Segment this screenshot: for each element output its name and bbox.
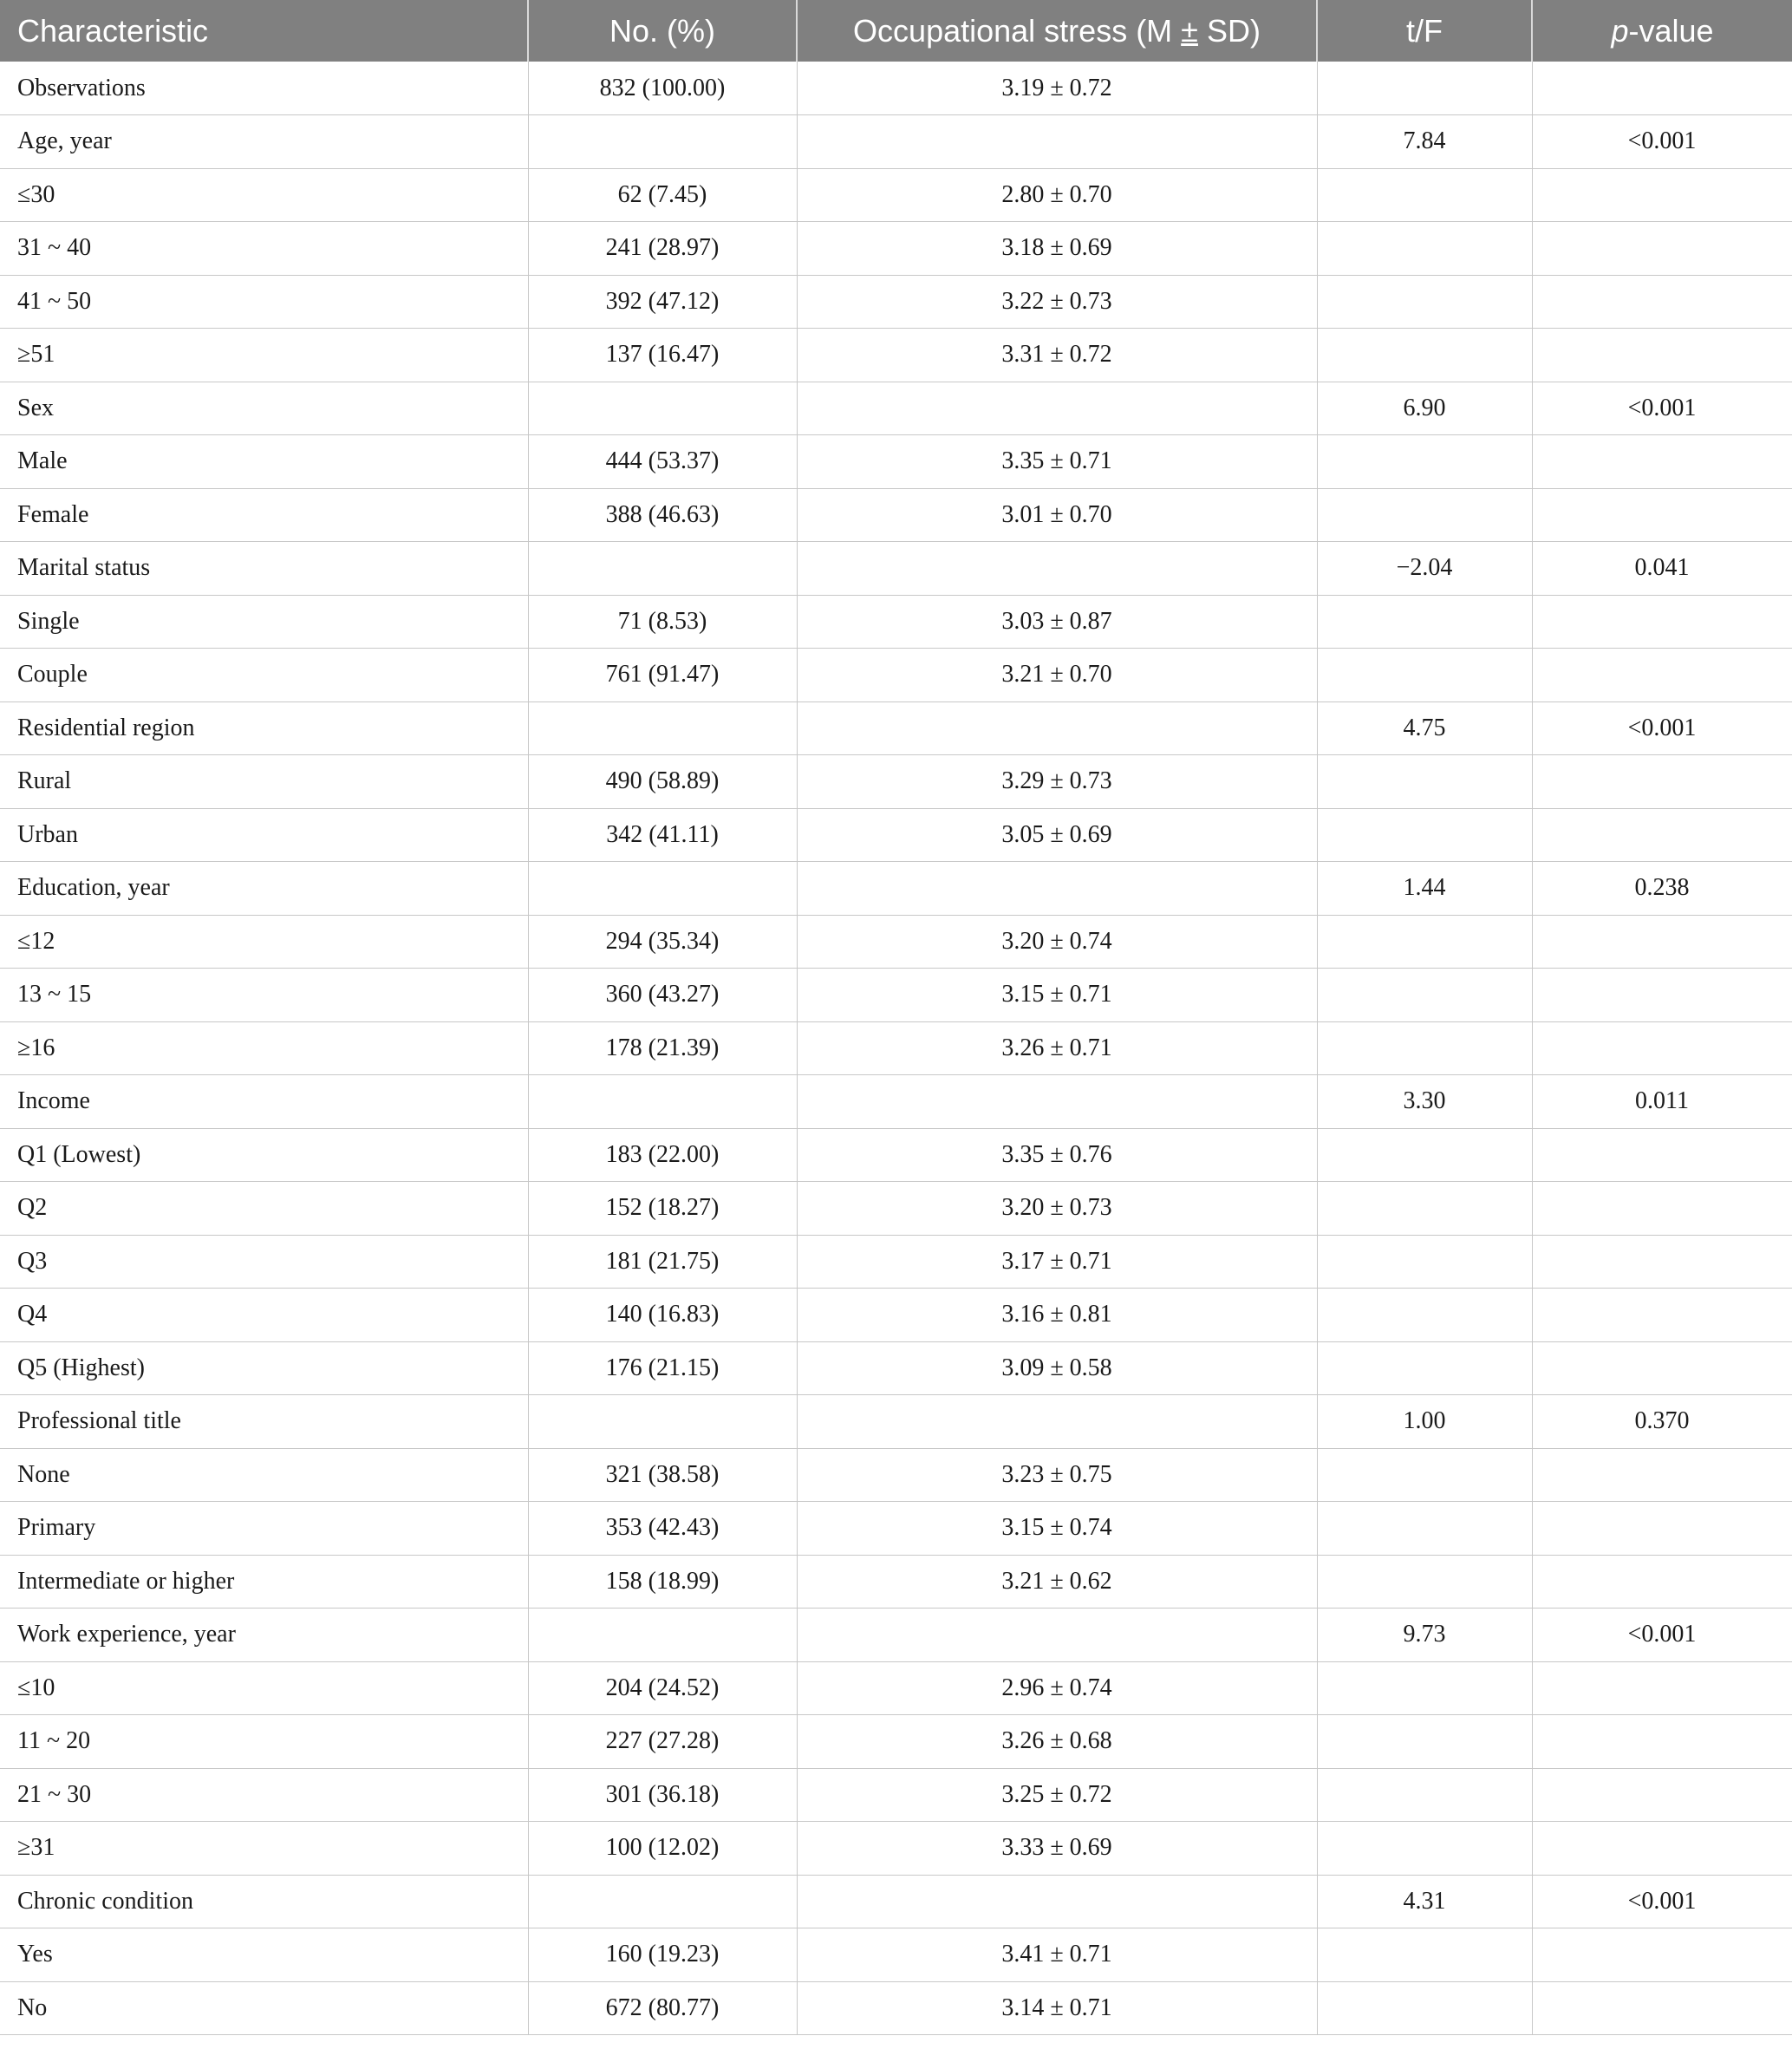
cell-no-pct: 181 (21.75) (528, 1235, 797, 1289)
cell-no-pct: 388 (46.63) (528, 488, 797, 542)
header-row (0, 0, 1792, 62)
cell-tf: −2.04 (1317, 542, 1532, 596)
cell-p-value: <0.001 (1532, 701, 1792, 755)
cell-p-value (1532, 1928, 1792, 1982)
cell-p-value: 0.370 (1532, 1395, 1792, 1449)
table-row (0, 1021, 1792, 1075)
cell-p-value (1532, 1021, 1792, 1075)
cell-characteristic: Q5 (Highest) (0, 1341, 528, 1395)
cell-characteristic: ≤30 (0, 168, 528, 222)
table-row (0, 595, 1792, 649)
cell-characteristic: Urban (0, 808, 528, 862)
cell-tf (1317, 1182, 1532, 1236)
cell-tf (1317, 1021, 1532, 1075)
cell-p-value (1532, 808, 1792, 862)
cell-tf (1317, 62, 1532, 115)
header-p-value (1532, 0, 1792, 62)
cell-tf (1317, 1661, 1532, 1715)
cell-p-value (1532, 1128, 1792, 1182)
header-occupational-stress (797, 0, 1317, 62)
cell-stress (797, 1075, 1317, 1129)
cell-tf (1317, 915, 1532, 969)
cell-tf (1317, 1768, 1532, 1822)
cell-stress: 3.41 ± 0.71 (797, 1928, 1317, 1982)
table-row (0, 542, 1792, 596)
cell-tf: 1.44 (1317, 862, 1532, 916)
cell-stress: 3.18 ± 0.69 (797, 222, 1317, 276)
cell-stress: 3.15 ± 0.74 (797, 1502, 1317, 1556)
cell-no-pct: 100 (12.02) (528, 1822, 797, 1876)
cell-tf (1317, 1341, 1532, 1395)
cell-characteristic: Marital status (0, 542, 528, 596)
cell-no-pct (528, 1395, 797, 1449)
cell-characteristic: 31 ~ 40 (0, 222, 528, 276)
table-row (0, 1128, 1792, 1182)
cell-tf (1317, 755, 1532, 809)
cell-stress: 3.35 ± 0.71 (797, 435, 1317, 489)
cell-characteristic: Single (0, 595, 528, 649)
cell-tf (1317, 1555, 1532, 1609)
cell-no-pct: 227 (27.28) (528, 1715, 797, 1769)
table-row (0, 862, 1792, 916)
cell-tf (1317, 808, 1532, 862)
cell-no-pct: 137 (16.47) (528, 329, 797, 382)
cell-p-value (1532, 275, 1792, 329)
cell-characteristic: ≥31 (0, 1822, 528, 1876)
cell-stress (797, 1609, 1317, 1662)
cell-p-value (1532, 755, 1792, 809)
table-row (0, 1289, 1792, 1342)
cell-stress: 3.09 ± 0.58 (797, 1341, 1317, 1395)
cell-no-pct: 672 (80.77) (528, 1981, 797, 2035)
cell-stress (797, 1395, 1317, 1449)
cell-p-value (1532, 1341, 1792, 1395)
cell-stress (797, 542, 1317, 596)
cell-no-pct: 140 (16.83) (528, 1289, 797, 1342)
cell-stress: 3.17 ± 0.71 (797, 1235, 1317, 1289)
cell-tf (1317, 1128, 1532, 1182)
cell-characteristic: Education, year (0, 862, 528, 916)
cell-tf (1317, 275, 1532, 329)
cell-stress: 3.23 ± 0.75 (797, 1448, 1317, 1502)
cell-p-value: <0.001 (1532, 115, 1792, 169)
table-row (0, 329, 1792, 382)
table-row (0, 435, 1792, 489)
cell-tf (1317, 1235, 1532, 1289)
cell-stress: 3.26 ± 0.71 (797, 1021, 1317, 1075)
cell-characteristic: Intermediate or higher (0, 1555, 528, 1609)
cell-stress: 3.33 ± 0.69 (797, 1822, 1317, 1876)
cell-tf (1317, 488, 1532, 542)
cell-no-pct: 832 (100.00) (528, 62, 797, 115)
cell-characteristic: Work experience, year (0, 1609, 528, 1662)
cell-stress: 3.15 ± 0.71 (797, 969, 1317, 1022)
table-row (0, 915, 1792, 969)
cell-p-value: 0.041 (1532, 542, 1792, 596)
cell-characteristic: Couple (0, 649, 528, 702)
cell-characteristic: Q2 (0, 1182, 528, 1236)
cell-p-value (1532, 969, 1792, 1022)
cell-stress (797, 701, 1317, 755)
cell-tf (1317, 168, 1532, 222)
table-row (0, 275, 1792, 329)
header-stress-pm: ± (1181, 12, 1198, 49)
cell-no-pct: 353 (42.43) (528, 1502, 797, 1556)
cell-tf: 9.73 (1317, 1609, 1532, 1662)
cell-p-value (1532, 1235, 1792, 1289)
cell-characteristic: Q3 (0, 1235, 528, 1289)
cell-stress (797, 1875, 1317, 1928)
cell-stress: 3.26 ± 0.68 (797, 1715, 1317, 1769)
cell-no-pct (528, 1609, 797, 1662)
table-row (0, 1875, 1792, 1928)
cell-tf (1317, 1448, 1532, 1502)
cell-tf: 3.30 (1317, 1075, 1532, 1129)
table-row (0, 382, 1792, 435)
cell-stress: 3.25 ± 0.72 (797, 1768, 1317, 1822)
cell-p-value: 0.011 (1532, 1075, 1792, 1129)
table-row (0, 1822, 1792, 1876)
cell-no-pct: 490 (58.89) (528, 755, 797, 809)
cell-no-pct: 62 (7.45) (528, 168, 797, 222)
cell-tf: 7.84 (1317, 115, 1532, 169)
cell-no-pct: 360 (43.27) (528, 969, 797, 1022)
table-body (0, 62, 1792, 2035)
cell-tf (1317, 435, 1532, 489)
cell-characteristic: Yes (0, 1928, 528, 1982)
cell-stress: 2.80 ± 0.70 (797, 168, 1317, 222)
cell-tf (1317, 329, 1532, 382)
cell-no-pct (528, 542, 797, 596)
cell-stress: 3.16 ± 0.81 (797, 1289, 1317, 1342)
cell-characteristic: Age, year (0, 115, 528, 169)
cell-no-pct: 158 (18.99) (528, 1555, 797, 1609)
cell-no-pct: 176 (21.15) (528, 1341, 797, 1395)
cell-stress: 3.22 ± 0.73 (797, 275, 1317, 329)
cell-characteristic: Residential region (0, 701, 528, 755)
cell-p-value (1532, 1715, 1792, 1769)
table-row (0, 1235, 1792, 1289)
cell-p-value (1532, 595, 1792, 649)
table-row (0, 1715, 1792, 1769)
table-row (0, 62, 1792, 115)
cell-tf: 4.31 (1317, 1875, 1532, 1928)
cell-p-value: 0.238 (1532, 862, 1792, 916)
cell-p-value: <0.001 (1532, 382, 1792, 435)
cell-no-pct (528, 701, 797, 755)
header-tf: t/F (1317, 0, 1532, 62)
cell-p-value (1532, 1502, 1792, 1556)
cell-stress: 3.03 ± 0.87 (797, 595, 1317, 649)
cell-no-pct (528, 862, 797, 916)
cell-no-pct: 160 (19.23) (528, 1928, 797, 1982)
cell-no-pct: 301 (36.18) (528, 1768, 797, 1822)
cell-tf (1317, 222, 1532, 276)
cell-tf (1317, 1502, 1532, 1556)
cell-stress: 3.19 ± 0.72 (797, 62, 1317, 115)
table-row (0, 1448, 1792, 1502)
header-p-italic: p (1611, 12, 1629, 49)
cell-characteristic: Q1 (Lowest) (0, 1128, 528, 1182)
cell-no-pct (528, 1075, 797, 1129)
cell-characteristic: ≤12 (0, 915, 528, 969)
cell-characteristic: None (0, 1448, 528, 1502)
cell-characteristic: Q4 (0, 1289, 528, 1342)
cell-tf (1317, 1715, 1532, 1769)
table-row (0, 1609, 1792, 1662)
table-row (0, 168, 1792, 222)
cell-characteristic: Primary (0, 1502, 528, 1556)
cell-tf: 4.75 (1317, 701, 1532, 755)
table-row (0, 1768, 1792, 1822)
cell-stress: 3.05 ± 0.69 (797, 808, 1317, 862)
cell-characteristic: Professional title (0, 1395, 528, 1449)
cell-no-pct: 392 (47.12) (528, 275, 797, 329)
cell-no-pct: 321 (38.58) (528, 1448, 797, 1502)
cell-stress: 3.01 ± 0.70 (797, 488, 1317, 542)
cell-stress: 3.29 ± 0.73 (797, 755, 1317, 809)
cell-no-pct: 183 (22.00) (528, 1128, 797, 1182)
cell-no-pct: 342 (41.11) (528, 808, 797, 862)
cell-characteristic: 21 ~ 30 (0, 1768, 528, 1822)
cell-p-value: <0.001 (1532, 1875, 1792, 1928)
table-row (0, 488, 1792, 542)
cell-characteristic: ≥16 (0, 1021, 528, 1075)
table-row (0, 1555, 1792, 1609)
cell-characteristic: ≥51 (0, 329, 528, 382)
cell-tf (1317, 595, 1532, 649)
cell-stress: 2.96 ± 0.74 (797, 1661, 1317, 1715)
cell-no-pct (528, 115, 797, 169)
cell-characteristic: No (0, 1981, 528, 2035)
cell-tf (1317, 969, 1532, 1022)
cell-p-value (1532, 1289, 1792, 1342)
cell-no-pct: 761 (91.47) (528, 649, 797, 702)
cell-characteristic: Male (0, 435, 528, 489)
cell-p-value (1532, 1182, 1792, 1236)
table-row (0, 1928, 1792, 1982)
table-row (0, 1661, 1792, 1715)
header-characteristic: Characteristic (0, 0, 528, 62)
table-row (0, 755, 1792, 809)
cell-no-pct: 178 (21.39) (528, 1021, 797, 1075)
cell-tf (1317, 1928, 1532, 1982)
table-row (0, 1182, 1792, 1236)
cell-stress: 3.21 ± 0.70 (797, 649, 1317, 702)
cell-stress (797, 862, 1317, 916)
table-header (0, 0, 1792, 62)
cell-p-value (1532, 222, 1792, 276)
cell-characteristic: Chronic condition (0, 1875, 528, 1928)
header-p-rest: -value (1628, 12, 1714, 49)
cell-characteristic: Observations (0, 62, 528, 115)
cell-characteristic: Female (0, 488, 528, 542)
cell-tf (1317, 1822, 1532, 1876)
cell-stress (797, 115, 1317, 169)
cell-stress (797, 382, 1317, 435)
cell-tf: 1.00 (1317, 1395, 1532, 1449)
cell-p-value (1532, 488, 1792, 542)
table-row (0, 808, 1792, 862)
cell-p-value (1532, 435, 1792, 489)
cell-stress: 3.20 ± 0.74 (797, 915, 1317, 969)
cell-tf (1317, 1981, 1532, 2035)
cell-p-value (1532, 1981, 1792, 2035)
table-row (0, 701, 1792, 755)
cell-stress: 3.21 ± 0.62 (797, 1555, 1317, 1609)
header-stress-prefix: Occupational stress (M (853, 12, 1182, 49)
table-row (0, 1502, 1792, 1556)
cell-no-pct: 204 (24.52) (528, 1661, 797, 1715)
cell-characteristic: ≤10 (0, 1661, 528, 1715)
cell-no-pct: 71 (8.53) (528, 595, 797, 649)
header-no-pct: No. (%) (528, 0, 797, 62)
cell-p-value (1532, 915, 1792, 969)
cell-no-pct: 152 (18.27) (528, 1182, 797, 1236)
cell-p-value (1532, 1661, 1792, 1715)
table-row (0, 1981, 1792, 2035)
cell-tf: 6.90 (1317, 382, 1532, 435)
cell-characteristic: 13 ~ 15 (0, 969, 528, 1022)
table-row (0, 1341, 1792, 1395)
table-row (0, 969, 1792, 1022)
cell-p-value (1532, 168, 1792, 222)
table-row (0, 115, 1792, 169)
cell-p-value (1532, 1555, 1792, 1609)
cell-no-pct (528, 382, 797, 435)
cell-p-value (1532, 1448, 1792, 1502)
cell-no-pct: 241 (28.97) (528, 222, 797, 276)
cell-p-value (1532, 1822, 1792, 1876)
cell-characteristic: Income (0, 1075, 528, 1129)
cell-tf (1317, 649, 1532, 702)
table-row (0, 222, 1792, 276)
cell-p-value (1532, 649, 1792, 702)
cell-no-pct (528, 1875, 797, 1928)
cell-stress: 3.35 ± 0.76 (797, 1128, 1317, 1182)
table-row (0, 649, 1792, 702)
cell-p-value (1532, 329, 1792, 382)
cell-stress: 3.20 ± 0.73 (797, 1182, 1317, 1236)
cell-p-value (1532, 62, 1792, 115)
header-stress-suffix: SD) (1197, 12, 1261, 49)
table-row (0, 1395, 1792, 1449)
table-row (0, 1075, 1792, 1129)
cell-no-pct: 294 (35.34) (528, 915, 797, 969)
cell-characteristic: Sex (0, 382, 528, 435)
cell-characteristic: 11 ~ 20 (0, 1715, 528, 1769)
cell-p-value: <0.001 (1532, 1609, 1792, 1662)
cell-tf (1317, 1289, 1532, 1342)
cell-characteristic: 41 ~ 50 (0, 275, 528, 329)
cell-p-value (1532, 1768, 1792, 1822)
cell-characteristic: Rural (0, 755, 528, 809)
cell-stress: 3.31 ± 0.72 (797, 329, 1317, 382)
cell-stress: 3.14 ± 0.71 (797, 1981, 1317, 2035)
cell-no-pct: 444 (53.37) (528, 435, 797, 489)
